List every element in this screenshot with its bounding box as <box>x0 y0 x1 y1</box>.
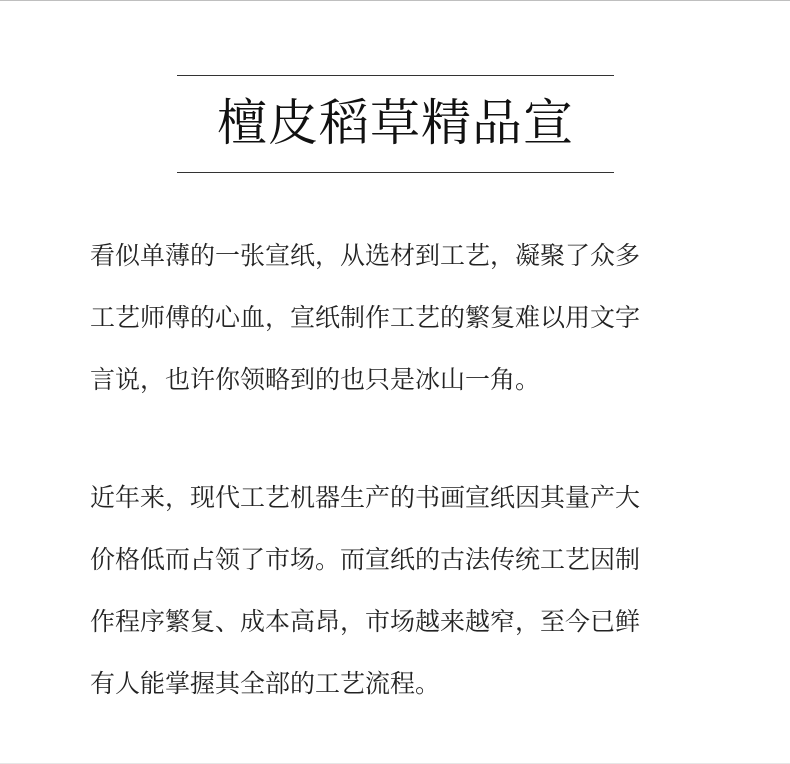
paragraph-line: 作程序繁复、成本高昂，市场越来越窄，至今已鲜 <box>90 607 641 636</box>
page-title: 檀皮稻草精品宣 <box>217 94 574 152</box>
title-bottom-rule <box>177 172 614 173</box>
paragraph-line: 价格低而占领了市场。而宣纸的古法传统工艺因制 <box>90 545 641 574</box>
paragraph-line: 近年来，现代工艺机器生产的书画宣纸因其量产大 <box>90 483 641 512</box>
paragraph-line: 言说，也许你领略到的也只是冰山一角。 <box>90 365 541 394</box>
paragraph-line: 工艺师傅的心血，宣纸制作工艺的繁复难以用文字 <box>90 303 641 332</box>
title-top-rule <box>177 75 614 76</box>
top-border-line <box>0 0 790 1</box>
paragraph-line: 看似单薄的一张宣纸，从选材到工艺，凝聚了众多 <box>90 241 641 270</box>
paragraph-line: 有人能掌握其全部的工艺流程。 <box>90 669 441 698</box>
paragraph-intro <box>90 225 710 411</box>
paragraph-market <box>90 467 710 715</box>
